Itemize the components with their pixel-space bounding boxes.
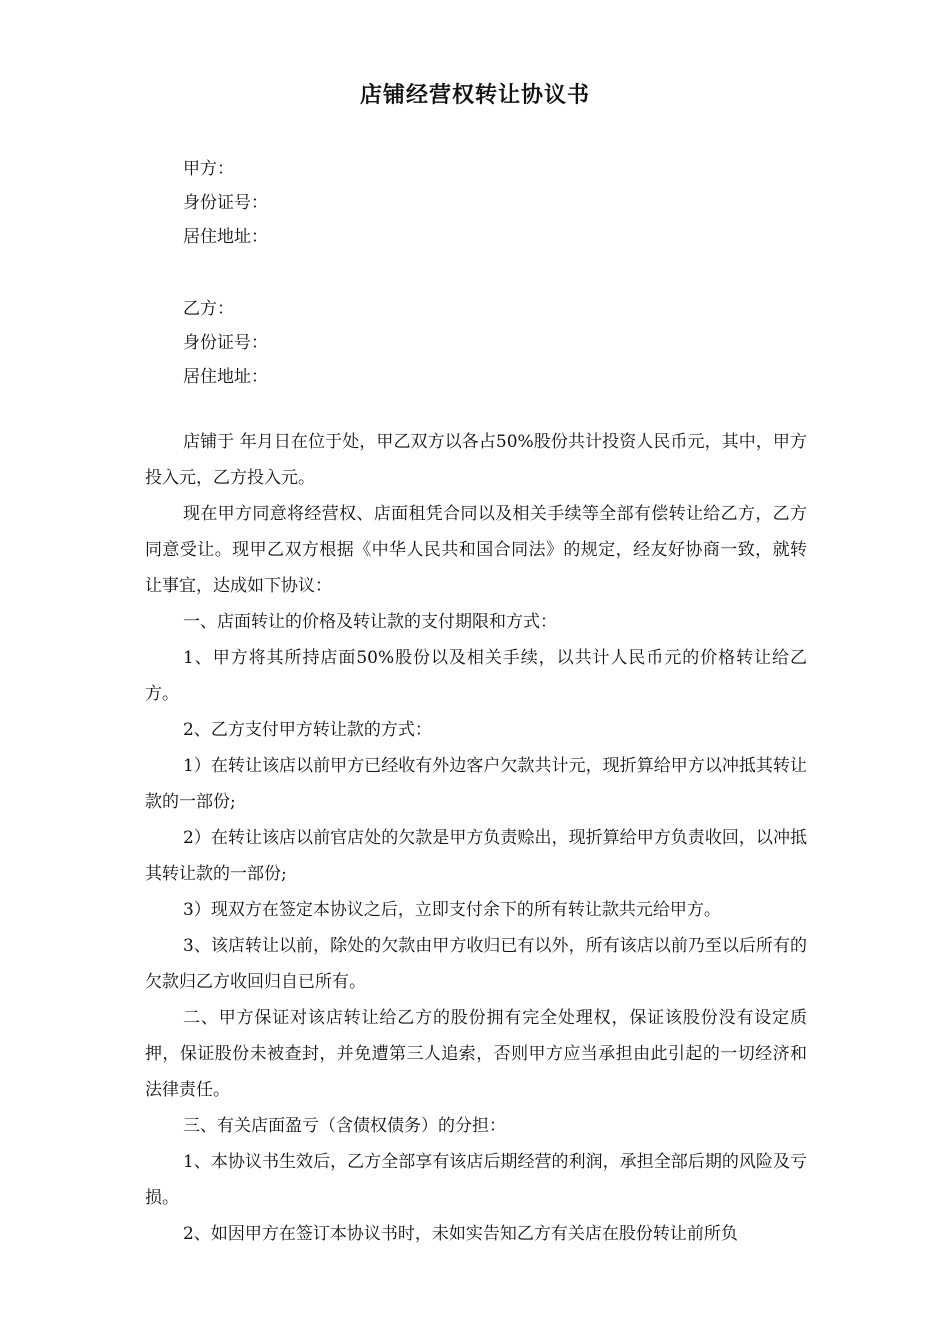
party-a-id-label: 身份证号： bbox=[183, 193, 268, 213]
section-heading: 二、甲方保证对该店转让给乙方的股份拥有完全处理权，保证该股份没有设定质押，保证股份未被查封，并免遭第三人追索，否则甲方应当承担由此引起的一切经济和法律责任。 bbox=[145, 1008, 807, 1100]
paragraph: 2、如因甲方在签订本协议书时，未如实告知乙方有关店在股份转让前所负 bbox=[183, 1224, 738, 1244]
paragraph: 2）在转让该店以前官店处的欠款是甲方负责赊出，现折算给甲方负责收回，以冲抵其转让款的一部份; bbox=[145, 828, 807, 884]
agreement-body bbox=[145, 424, 807, 1252]
paragraph: 3）现双方在签定本协议之后，立即支付余下的所有转让款共元给甲方。 bbox=[183, 900, 721, 920]
section-heading: 三、有关店面盈亏（含债权债务）的分担： bbox=[183, 1116, 506, 1136]
party-a-label: 甲方： bbox=[183, 159, 234, 179]
party-a-address-label: 居住地址： bbox=[183, 227, 268, 247]
paragraph: 3、该店转让以前，除处的欠款由甲方收归已有以外，所有该店以前乃至以后所有的欠款归乙方收回归自已所有。 bbox=[145, 936, 807, 992]
party-b-label: 乙方： bbox=[183, 299, 234, 319]
party-b-id-label: 身份证号： bbox=[183, 333, 268, 353]
paragraph: 2、乙方支付甲方转让款的方式： bbox=[183, 720, 432, 740]
party-a-info bbox=[183, 152, 783, 254]
paragraph: 1、甲方将其所持店面50%股份以及相关手续，以共计人民币元的价格转让给乙方。 bbox=[145, 648, 807, 704]
document-title: 店铺经营权转让协议书 bbox=[359, 83, 590, 108]
party-b-info bbox=[183, 292, 783, 394]
paragraph: 现在甲方同意将经营权、店面租凭合同以及相关手续等全部有偿转让给乙方，乙方同意受让。现甲乙双方根据《中华人民共和国合同法》的规定，经友好协商一致，就转让事宜，达成如下协议： bbox=[145, 504, 807, 596]
paragraph: 店铺于 年月日在位于处，甲乙双方以各占50%股份共计投资人民币元，其中，甲方投入元，乙方投入元。 bbox=[145, 432, 807, 488]
paragraph: 1）在转让该店以前甲方已经收有外边客户欠款共计元，现折算给甲方以冲抵其转让款的一部份; bbox=[145, 756, 807, 812]
party-b-address-label: 居住地址： bbox=[183, 367, 268, 387]
section-heading: 一、店面转让的价格及转让款的支付期限和方式： bbox=[183, 612, 557, 632]
paragraph: 1、本协议书生效后，乙方全部享有该店后期经营的利润，承担全部后期的风险及亏损。 bbox=[145, 1152, 807, 1208]
